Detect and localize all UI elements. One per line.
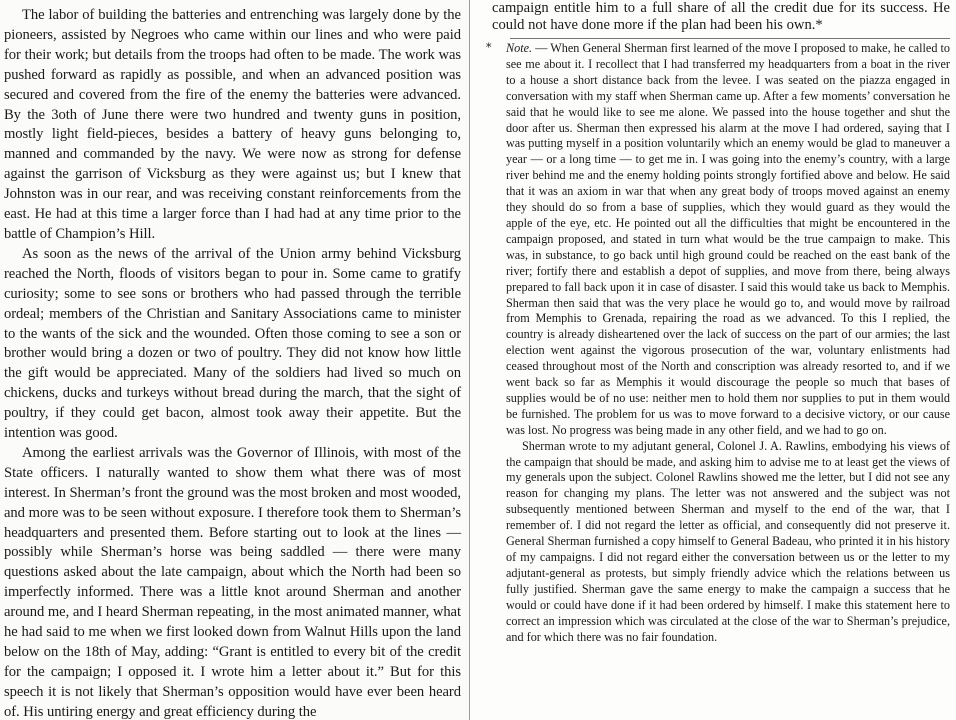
left-page <box>0 0 470 720</box>
footnote-paragraph-1-text: — When General Sherman first learned of the move I proposed to make, he called to see me about it. I recollect that I had transferred my headquarters from a boat in the river to a house a short distance back from the levee. I was seated on the piazza engaged in conversation with my staff when Sherman came up. After a few moments’ conversation he said that he would like to see me alone. We passed into the house together and shut the door after us. Sherman then expressed his alarm at the move I had ordered, saying that I was putting myself in a position voluntarily which an enemy would be glad to maneuver a year — or a long time — to get me in. I was going into the enemy’s country, with a large river behind me and the enemy holding points strongly fortified above and below. He said that it was an axiom in war that when any great body of troops moved against an enemy they should do so from a base of supplies, which they would guard as they would the apple of the eye, etc. He pointed out all the difficulties that might be encountered in the campaign proposed, and stated in turn what would be the true campaign to make. This was, in substance, to go back until high ground could be reached on the east bank of the river; fortify there and establish a depot of supplies, and move from there, being always prepared to fall back upon it in case of disaster. I said this would take us back to Memphis. Sherman then said that was the very place he would go to, and would move by railroad from Memphis to Grenada, repairing the road as we advanced. To this I replied, the country is already disheartened over the lack of success on the part of our armies; the last election went against the vigorous prosecution of the war, voluntary enlistments had ceased throughout most of the North and conscription was already resorted to, and if we went back so far as Memphis it would discourage the people so much that bases of supplies would be of no use: neither men to hold them nor supplies to put in them would be furnished. The problem for us was to move forward to a decisive victory, or our cause was lost. No progress was being made in any other field, and we had to go on. <box>506 41 950 437</box>
footnote <box>484 41 950 645</box>
footnote-divider <box>510 38 950 39</box>
footnote-paragraph-1 <box>506 41 950 439</box>
footnote-marker: * <box>486 41 492 54</box>
left-paragraph-2: As soon as the news of the arrival of the Union army behind Vicksburg reached the North, floods of visitors began to pour in. Some came to gratify curiosity; some to see sons or brothers who had passed through the terrible ordeal; members of the Christian and Sanitary Associations came to minister to the wants of the sick and the wounded. Often those coming to see a son or brother would bring a dozen or two of poultry. They did not know how little the gift would be appreciated. Many of the soldiers had lived so much on chickens, ducks and turkeys without bread during the march, that the sight of poultry, if they could get bacon, almost took away their appetite. But the intention was good. <box>4 245 461 442</box>
right-page <box>470 0 956 720</box>
footnote-paragraph-2: Sherman wrote to my adjutant general, Colonel J. A. Rawlins, embodying his views of the campaign that should be made, and asking him to advise me to at least get the views of my generals upon the subject. Colonel Rawlins showed me the letter, but I did not see any reason for changing my plans. The letter was not answered and the subject was not subsequently mentioned between Sherman and myself to the end of the war, that I remember of. I did not regard the letter as official, and consequently did not preserve it. General Sherman furnished a copy himself to General Badeau, who printed it in his history of my campaigns. I did not regard either the conversation between us or the letter to my adjutant-general as protests, but simply friendly advice which the relations between us fully justified. Sherman gave the same energy to make the campaign a success that he would or could have done if it had been ordered by himself. I make this statement here to correct an impression which was circulated at the close of the war to Sherman’s prejudice, and for which there was no fair foundation. <box>506 438 950 644</box>
footnote-label: Note. <box>506 41 533 55</box>
left-paragraph-3: Among the earliest arrivals was the Governor of Illinois, with most of the State officers. I naturally wanted to show them what there was of most interest. In Sherman’s front the ground was the most broken and most wooded, and more was to be seen without exposure. I therefore took them to Sherman’s headquarters and presented them. Before starting out to look at the lines — possibly while Sherman’s horse was being saddled — there were many questions asked about the late campaign, about which the North had been so imperfectly informed. There was a little knot around Sherman and another around me, and I heard Sherman repeating, in the most animated manner, what he had said to me when we first looked down from Walnut Hills upon the land below on the 18th of May, adding: “Grant is entitled to every bit of the credit for the campaign; I opposed it. I wrote him a letter about it.” But for this speech it is not likely that Sherman’s opposition would have ever been heard of. His untiring energy and great efficiency during the <box>4 444 461 720</box>
carry-over-text: campaign entitle him to a full share of all the credit due for its success. He could not have done more if the plan had been his own.* <box>492 0 950 33</box>
left-paragraph-1: The labor of building the batteries and entrenching was largely done by the pioneers, assisted by Negroes who came within our lines and who were paid for their work; but details from the troops had often to be made. The work was pushed forward as rapidly as possible, and when an advanced position was secured and covered from the fire of the enemy the batteries were advanced. By the 3oth of June there were two hundred and twenty guns in position, mostly light field-pieces, besides a battery of heavy guns belonging to, manned and commanded by the navy. We were now as strong for defense against the garrison of Vicksburg as they were against us; but I knew that Johnston was in our rear, and was receiving constant reinforcements from the east. He had at this time a larger force than I had had at any time prior to the battle of Champion’s Hill. <box>4 7 461 242</box>
